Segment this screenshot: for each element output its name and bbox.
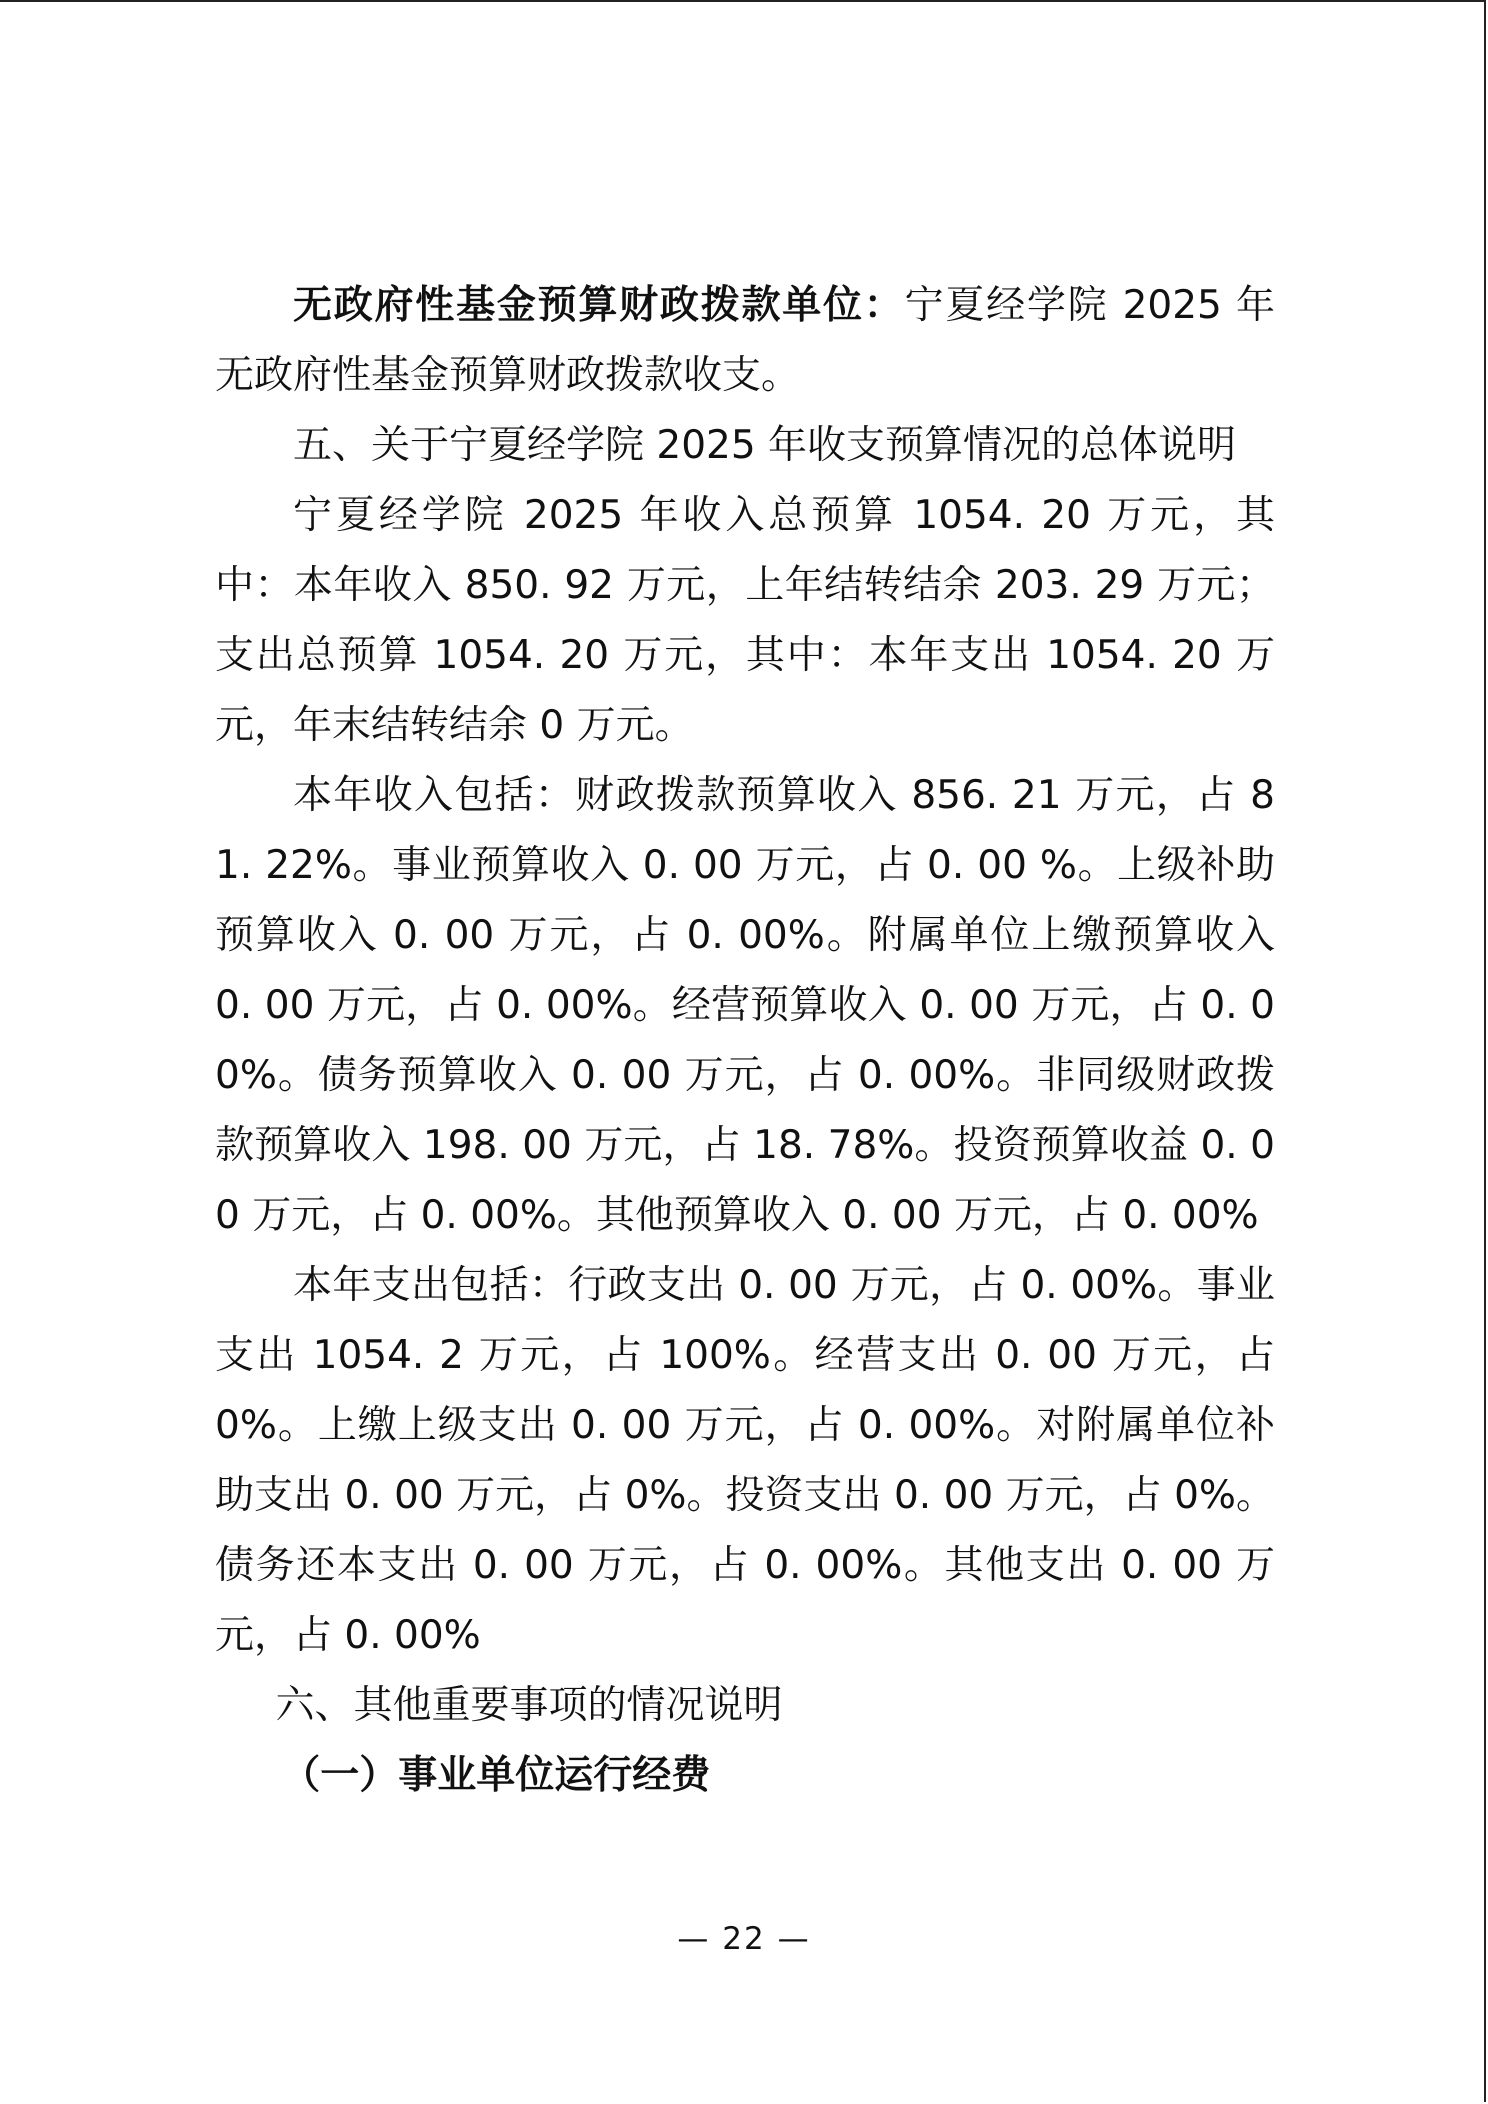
paragraph-income-breakdown	[215, 761, 1275, 1251]
sub-heading-operating-expenses	[215, 1741, 1275, 1811]
section-heading-text: 六、其他重要事项的情况说明	[275, 1683, 783, 1728]
paragraph-lead-bold: 无政府性基金预算财政拨款单位：	[293, 283, 905, 328]
page-number: — 22 —	[677, 1921, 811, 1957]
paragraph-text: 本年支出包括：行政支出 0. 00 万元，占 0. 00%。事业支出 1054. 2 万元，占 100%。经营支出 0. 00 万元，占 0%。上缴上级支出 0. 00 万元，占 0. 00%。对附属单位补助支出 0. 00 万元，占 0%。投资支出 0. 00 万元，占 0%。债务还本支出 0. 00 万元，占 0. 00%。其他支出 0. 00 万元，占 0. 00%	[215, 1263, 1275, 1658]
paragraph-text: 宁夏经学院 2025 年收入总预算 1054. 20 万元，其中：本年收入 850. 92 万元，上年结转结余 203. 29 万元；支出总预算 1054. 20 万元，其中：本年支出 1054. 20 万元，年末结转结余 0 万元。	[215, 493, 1275, 748]
paragraph-fund-budget-unit	[215, 271, 1275, 411]
section-heading-five	[215, 411, 1275, 481]
paragraph-expenditure-breakdown	[215, 1251, 1275, 1671]
sub-heading-text: （一）事业单位运行经费	[281, 1753, 711, 1798]
paragraph-total-budget	[215, 481, 1275, 761]
section-heading-six	[215, 1671, 1275, 1741]
paragraph-text: 本年收入包括：财政拨款预算收入 856. 21 万元，占 81. 22%。事业预算收入 0. 00 万元，占 0. 00 %。上级补助预算收入 0. 00 万元，占 0. 00%。附属单位上缴预算收入 0. 00 万元，占 0. 00%。经营预算收入 0. 00 万元，占 0. 00%。债务预算收入 0. 00 万元，占 0. 00%。非同级财政拨款预算收入 198. 00 万元，占 18. 78%。投资预算收益 0. 00 万元，占 0. 00%。其他预算收入 0. 00 万元，占 0. 00%	[215, 773, 1275, 1238]
section-heading-text: 五、关于宁夏经学院 2025 年收支预算情况的总体说明	[293, 423, 1237, 468]
paragraph-text: 宁夏经学院 2025 年无政府性基金预算财政拨款收支。	[215, 283, 1275, 398]
document-body	[215, 271, 1275, 1811]
